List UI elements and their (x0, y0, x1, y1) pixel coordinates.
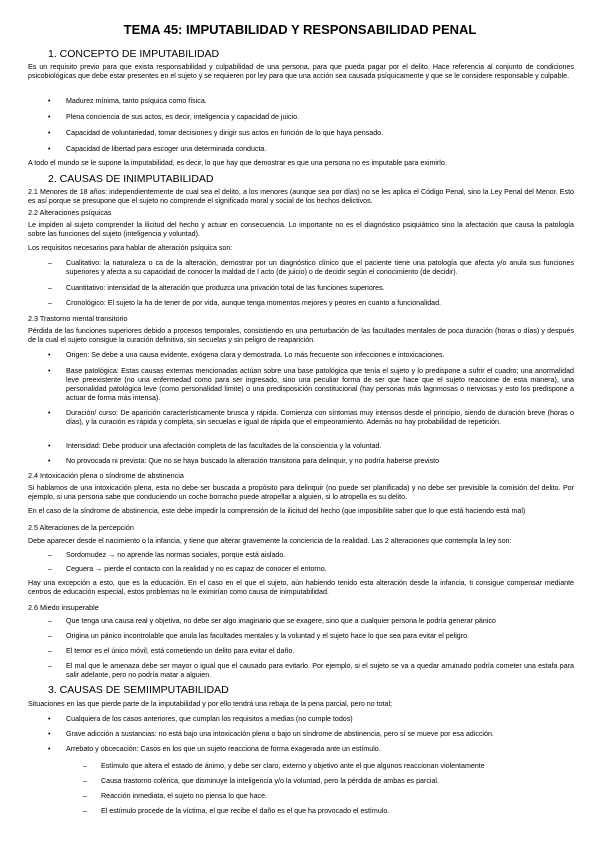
list-item: – El temor es el único móvil, está cometiendo un delito para evitar el daño. (48, 647, 295, 655)
subsection-heading: 2.5 Alteraciones de la percepción (28, 523, 134, 532)
subsection-heading: 2.3 Trastorno mental transitorio (28, 314, 128, 323)
paragraph: Si hablamos de una intoxicación plena, esta no debe ser buscada a propósito para delinquir (no puede ser planificada) y no debe ser previsible la comisión del delito. Por ejemplo, si una persona sabe que conduciendo un coche borracho puede atropellar a alguien, si lo atropella es su delito. (28, 484, 574, 501)
list-item: • Base patológica: Estas causas externas mencionadas actúan sobre una base patológica que tenía el sujeto y lo predispone a sufrir el cuadro; una anormalidad leve preexistente (no una enfermedad como para ser ingresado, sino una peculiar forma de ser que hace que el sujeto reaccione de esta manera), una personalidad patológica leve (como personalidad límite) o una predisposición constitucional (hay personas más lagrimosas o nerviosas y esto los predispone a actuar de forma más intensa). (48, 367, 574, 402)
paragraph: Hay una excepción a esto, que es la educación. En el caso en el que el sujeto, aún habiendo tenido esta alteración desde la infancia, ti consigue compensar mediante centros de educación especial, estos problemas no le eximirían como causa de inimputabilidad. (28, 579, 574, 596)
list-item: – Cronológico: El sujeto la ha de tener de por vida, aunque tenga momentos mejores y peores en cuanto a funcionalidad. (48, 299, 442, 307)
list-item: – Origina un pánico incontrolable que anula las facultades mentales y la voluntad y el sujeto hace lo que sea para evitar el peligro. (48, 632, 470, 640)
paragraph: 2.1 Menores de 18 años: independientemente de cual sea el delito, a los menores (aunque sea por días) no se les aplica el Código Penal, sino la Ley Penal del Menor. Esto es así porque se presupone que el sujeto no comprende el significado moral y social de los hechos delictivos. (28, 188, 574, 205)
sub-list-item: – Causa trastorno colérica, que disminuye la inteligencia y/o la voluntad, pero la pérdida de ambas es parcial. (83, 777, 439, 785)
paragraph: Los requisitos necesarios para hablar de alteración psíquica son: (28, 244, 233, 252)
page-title: TEMA 45: IMPUTABILIDAD Y RESPONSABILIDAD PENAL (123, 22, 477, 37)
list-item: • Plena conciencia de sus actos, es decir, inteligencia y capacidad de juicio. (48, 113, 300, 121)
list-item: • Duración/ curso: De aparición característicamente brusca y rápida. Comienza con síntomas muy intensos desde el principio, siendo de duración breve (horas o días), y la curación es rápida y completa, sin secuelas e igual de rápida que el empeoramiento. Además no hay probabilidad de repetición. (48, 409, 574, 426)
paragraph: Debe aparecer desde el nacimiento o la infancia, y tiene que alterar gravemente la conciencia de la realidad. Las 2 alteraciones que contempla la ley son: (28, 537, 512, 545)
paragraph: Es un requisito previo para que exista responsabilidad y culpabilidad de una persona, para que pueda pagar por el delito. Hace referencia al conjunto de condiciones psicobiológicas que debe estar presentes en el sujeto y se requieren por ley para que una acción sea causada psíquicamente y que se le considere responsable y culpable. (28, 63, 574, 80)
sub-list-item: – Reacción inmediata, el sujeto no piensa lo que hace. (83, 792, 268, 800)
list-item: • Madurez mínima, tanto psíquica como física. (48, 97, 207, 105)
list-item: • Arrebato y obcecación: Casos en los que un sujeto reacciona de forma exagerada ante un estímulo. (48, 745, 381, 753)
paragraph: En el caso de la síndrome de abstinencia, este debe impedir la comprensión de la ilicitud del hecho (que imposibilite saber que lo que está haciendo está mal) (28, 507, 526, 515)
paragraph: Situaciones en las que pierde parte de la imputabilidad y por ello tendrá una rebaja de la pena parcial, pero no total; (28, 700, 392, 708)
list-item: • Origen: Se debe a una causa evidente, exógena clara y demostrada. Lo más frecuente son infecciones e intoxicaciones. (48, 351, 445, 359)
list-item: • Grave adicción a sustancias: no está bajo una intoxicación plena o bajo un síndrome de abstinencia, pero sí se mueve por esa adicción. (48, 730, 494, 738)
section-heading-3: 3. CAUSAS DE SEMIIMPUTABILIDAD (48, 684, 229, 696)
subsection-heading: 2.4 Intoxicación plena o síndrome de abstinencia (28, 471, 184, 480)
list-item: – Sordomudez → no aprende las normas sociales, porque está aislado. (48, 551, 286, 559)
list-item: – Ceguera → pierde el contacto con la realidad y no es capaz de conocer el entorno. (48, 565, 327, 573)
sub-list-item: – Estímulo que altera el estado de ánimo, y debe ser claro, externo y objetivo ante el que algunos reaccionan violentamente (83, 762, 485, 770)
paragraph: Le impiden al sujeto comprender la ilicitud del hecho y actuar en consecuencia. Lo importante no es el diagnóstico psiquiátrico sino la afectación que causa la patología sobre las funciones del sujeto (inteligencia y voluntad). (28, 221, 574, 238)
list-item: – Que tenga una causa real y objetiva, no debe ser algo imaginario que se exagere, sino que a cualquier persona le podría generar pánico (48, 617, 496, 625)
list-item: • No provocada ni prevista: Que no se haya buscado la alteración transitoria para delinquir, y no podría haberse previsto (48, 457, 440, 465)
section-heading-2: 2. CAUSAS DE INIMPUTABILIDAD (48, 173, 214, 185)
list-item: • Intensidad: Debe producir una afectación completa de las facultades de la consciencia y la voluntad. (48, 442, 382, 450)
list-item: • Capacidad de voluntariedad, tomar decisiones y dirigir sus actos en función de lo que haya pensado. (48, 129, 384, 137)
paragraph: A todo el mundo se le supone la imputabilidad, es decir, lo que hay que demostrar es que una persona no es imputable para eximirlo. (28, 159, 447, 167)
list-item: – Cuantitativo: intensidad de la alteración que produzca una privación total de las funciones superiores. (48, 284, 385, 292)
list-item: • Cualquiera de los casos anteriores, que cumplan los requisitos a medias (no cumple todos) (48, 715, 353, 723)
list-item: • Capacidad de libertad para escoger una determinada conducta. (48, 145, 267, 153)
sub-list-item: – El estímulo procede de la víctima, el que recibe el daño es el que ha provocado el estímulo. (83, 807, 390, 815)
section-heading-1: 1. CONCEPTO DE IMPUTABILIDAD (48, 48, 220, 60)
subsection-heading: 2.6 Miedo insuperable (28, 603, 99, 612)
paragraph: Pérdida de las funciones superiores debido a procesos temporales, consistiendo en una perturbación de las facultades mentales de poca duración (horas o días) y después de la cual el sujeto consigue la curación definitiva, sin secuelas y sin peligro de reaparición. (28, 327, 574, 344)
list-item: – Cualitativo: la naturaleza o ca de la alteración, demostrar por un diagnóstico clínico que el paciente tiene una patología que afecta y/o anula sus funciones superiores y afecta a su capacidad de conocer la maldad de l acto (de juicio) o de decidir según el conocimiento (de decidir). (48, 259, 574, 276)
subsection-heading: 2.2 Alteraciones psíquicas (28, 208, 112, 217)
list-item: – El mal que le amenaza debe ser mayor o igual que el causado para evitarlo. Por ejemplo, si el sujeto se va a quedar arruinado podría cometer una estafa para salir adelante, pero no podría matar a alguien. (48, 662, 574, 679)
